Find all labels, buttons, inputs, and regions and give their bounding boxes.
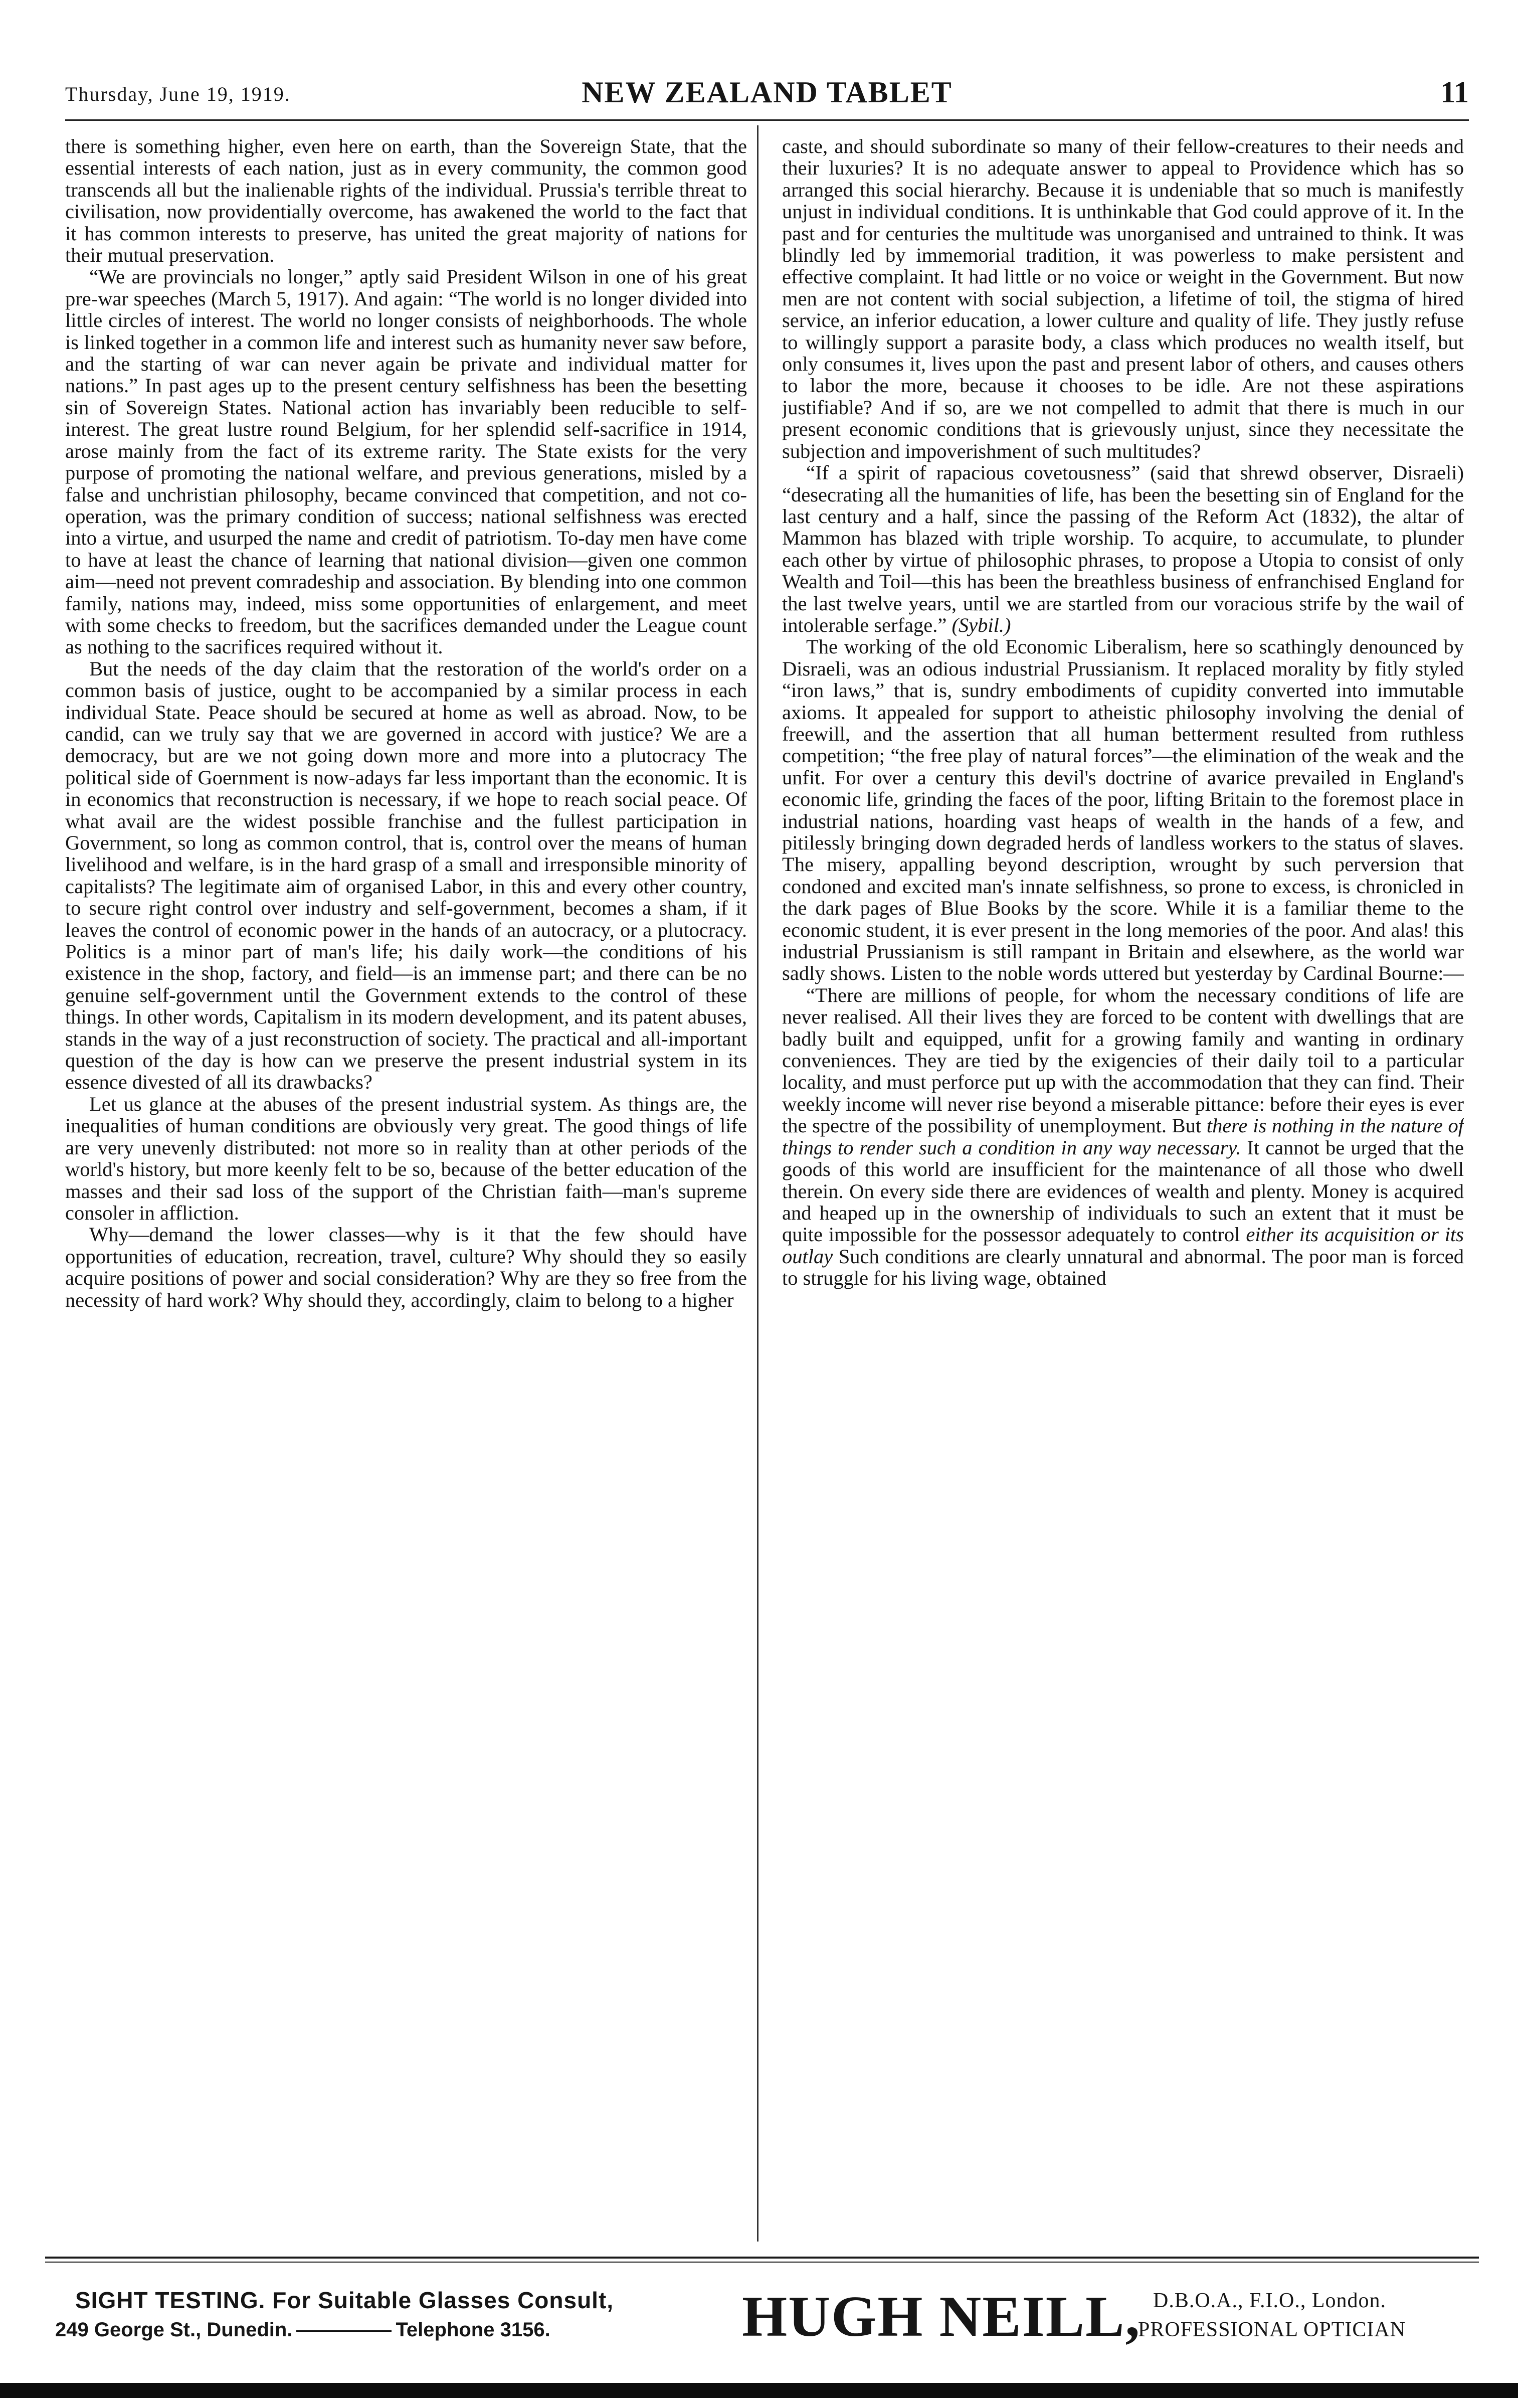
bourne-quote-part-1: “There are millions of people, for whom the necessary conditions of life are never realised. All their lives they are forced to be content with dwellings that are badly built and equipped, unfit for a growing family and wanting in ordinary conveniences. They are tied by the exigencies of their daily toil to a particular locality, and must perforce put up with the accommodation that they can find. Their weekly income will never rise beyond a miserable pittance: before their eyes is ever the spectre of the possibility of unemployment. But [782, 983, 1464, 1137]
right-paragraph-1: caste, and should subordinate so many of their fellow-creatures to their needs and their luxuries? It is no adequate answer to appeal to Providence which has so arranged this social hierarchy. Because it is undeniable that so much is manifestly unjust in individual conditions. It is unthinkable that God could approve of it. In the past and for centuries the multitude was unorganised and untrained to think. It was blindly led by immemorial tradition, it was powerless to make persistent and effective complaint. It had little or no voice or weight in the Government. But now men are not content with social subjection, a lifetime of toil, the stigma of hired service, an inferior education, a lower culture and quality of life. They justly refuse to willingly support a parasite body, a class which produces no wealth itself, but only consumes it, lives upon the past and present labor of others, and causes others to labor the more, because it chooses to be idle. Are not these aspirations justifiable? And if so, are we not compelled to admit that there is much in our present economic conditions that is grievously unjust, since they necessitate the subjection and impoverishment of such multitudes? [782, 135, 1464, 462]
ad-profession: PROFESSIONAL OPTICIAN [1138, 2318, 1406, 2341]
bourne-quote-part-2: It cannot be urged that the goods of this world are insufficient for the maintenance of all those who dwell therein. On every side there are evidences of wealth and plenty. Money is acquired and heaped up in the ownership of individuals to such an extent that it must be quite impossible for the possessor adequately to control [782, 1136, 1464, 1246]
optician-advertisement [55, 2287, 1489, 2377]
right-paragraph-4 [782, 984, 1464, 1289]
left-paragraph-5: Why—demand the lower classes—why is it that the few should have opportunities of education, recreation, travel, culture? Why should they so easily acquire positions of power and social consideration? Why are they so free from the necessity of hard work? Why should they, accordingly, claim to belong to a higher [65, 1223, 747, 1311]
issue-date: Thursday, June 19, 1919. [65, 83, 291, 105]
header-rule [65, 119, 1469, 121]
column-divider [757, 125, 758, 2242]
bourne-quote-italic-1: there is nothing in the nature of things to render such a condition in any way necessary. [782, 1114, 1464, 1159]
quote-source: (Sybil.) [952, 613, 1011, 636]
ad-contact [55, 2319, 550, 2341]
bourne-quote-part-3: Such conditions are clearly unnatural and abnormal. The poor man is forced to struggle for his living wage, obtained [782, 1245, 1464, 1290]
ad-headline: SIGHT TESTING. For Suitable Glasses Consult, [75, 2287, 614, 2313]
left-paragraph-3: But the needs of the day claim that the restoration of the world's order on a common basis of justice, ought to be accompanied by a similar process in each individual State. Peace should be secured at home as well as abroad. Now, to be candid, can we truly say that we are governed in accord with justice? We are a democracy, but are we not going down more and more into a plutocracy The political side of Goernment is now-adays far less important than the economic. It is in economics that reconstruction is necessary, if we hope to reach social peace. Of what avail are the widest possible franchise and the fullest participation in Government, so long as common control, that is, control over the means of human livelihood and welfare, is in the hard grasp of a small and irresponsible minority of capitalists? The legitimate aim of organised Labor, in this and every other country, to secure right control over industry and self-government, becomes a sham, if it leaves the control of economic power in the hands of an autocracy, or a plutocracy. Politics is a minor part of man's life; his daily work—the conditions of his existence in the shop, factory, and field—is an immense part; and there can be no genuine self-government until the Government extends to the control of these things. In other words, Capitalism in its modern development, and its patent abuses, stands in the way of a just reconstruction of society. The practical and all-important question of the day is how can we preserve the present industrial system in its essence divested of all its drawbacks? [65, 657, 747, 1094]
footer-rule-bottom [45, 2262, 1479, 2263]
right-column [782, 135, 1464, 2237]
bourne-quote-italic-2: either its acquisition or its outlay [782, 1223, 1464, 1268]
left-paragraph-2: “We are provincials no longer,” aptly said President Wilson in one of his great pre-war speeches (March 5, 1917). And again: “The world is no longer divided into little circles of interest. The world no longer consists of neighborhoods. The whole is linked together in a common life and interest such as humanity never saw before, and the starting of war can never again be private and individual matter for nations.” In past ages up to the present century selfishness has been the besetting sin of Sovereign States. National action has invariably been reducible to self-interest. The great lustre round Belgium, for her splendid self-sacrifice in 1914, arose mainly from the fact of its extreme rarity. The State exists for the very purpose of promoting the national welfare, and previous generations, misled by a false and unchristian philosophy, became convinced that competition, and not co-operation, was the primary condition of success; national selfishness was erected into a virtue, and usurped the name and credit of patriotism. To-day men have come to have at least the chance of learning that national division—given one common aim—need not prevent comradeship and association. By blending into one common family, nations may, indeed, miss some opportunities of enlargement, and meet with some checks to freedom, but the sacrifices demanded under the League count as nothing to the sacrifices required without it. [65, 265, 747, 658]
left-paragraph-1: there is something higher, even here on earth, than the Sovereign State, that the essential interests of each nation, just as in every community, the common good transcends all but the inalienable rights of the individual. Prussia's terrible threat to civilisation, now providentially overcome, has awakened the world to the fact that it has common interests to preserve, has united the great majority of nations for their mutual preservation. [65, 135, 747, 267]
left-column [65, 135, 747, 2237]
ad-phone: Telephone 3156. [396, 2319, 550, 2341]
ad-credentials: D.B.O.A., F.I.O., London. [1153, 2289, 1386, 2312]
newspaper-title: NEW ZEALAND TABLET [582, 76, 953, 109]
ad-address: 249 George St., Dunedin. [55, 2319, 293, 2341]
page-number: 11 [1440, 76, 1469, 109]
right-paragraph-3: The working of the old Economic Liberalism, here so scathingly denounced by Disraeli, was an odious industrial Prussianism. It replaced morality by fitly styled “iron laws,” that is, sundry embodiments of cupidity converted into immutable axioms. It appealed for support to atheistic philosophy involving the denial of freewill, and the assertion that all human betterment resulted from ruthless competition; “the free play of natural forces”—the elimination of the weak and the unfit. For over a century this devil's doctrine of avarice prevailed in England's economic life, grinding the faces of the poor, lifting Britain to the foremost place in industrial nations, hoarding vast heaps of wealth in the hands of a few, and pitilessly bringing down degraded herds of landless workers to the status of slaves. The misery, appalling beyond description, wrought by such perversion that condoned and excited man's innate selfishness, so prone to excess, is chronicled in the dark pages of Blue Books by the score. While it is a familiar theme to the economic student, it is ever present in the long memories of the poor. And alas! this industrial Prussianism is still rampant in Britain and elsewhere, as the world war sadly shows. Listen to the noble words uttered but yesterday by Cardinal Bourne:— [782, 635, 1464, 985]
page-header [65, 75, 1469, 115]
disraeli-quote: “If a spirit of rapacious covetousness” (said that shrewd observer, Disraeli) “desecrating all the humanities of life, has been the besetting sin of England for the last century and a half, since the passing of the Reform Act (1832), the altar of Mammon has blazed with triple worship. To acquire, to accumulate, to plunder each other by virtue of philosophic phrases, to propose a Utopia to consist of only Wealth and Toil—this has been the breathless business of enfranchised England for the last twelve years, until we are startled from our voracious strife by the wail of intolerable serfage.” [782, 461, 1464, 636]
footer-rule-top [45, 2257, 1479, 2259]
left-paragraph-4: Let us glance at the abuses of the present industrial system. As things are, the inequalities of human conditions are obviously very great. The good things of life are very unevenly distributed: not more so in reality than at other periods of the world's history, but more keenly felt to be so, because of the better education of the masses and their sad loss of the support of the Christian faith—man's supreme consoler in affliction. [65, 1092, 747, 1224]
ad-name: HUGH NEILL, [742, 2285, 1141, 2349]
right-paragraph-2 [782, 462, 1464, 636]
page-bottom-bar [0, 2383, 1518, 2398]
ad-dash [296, 2330, 392, 2332]
